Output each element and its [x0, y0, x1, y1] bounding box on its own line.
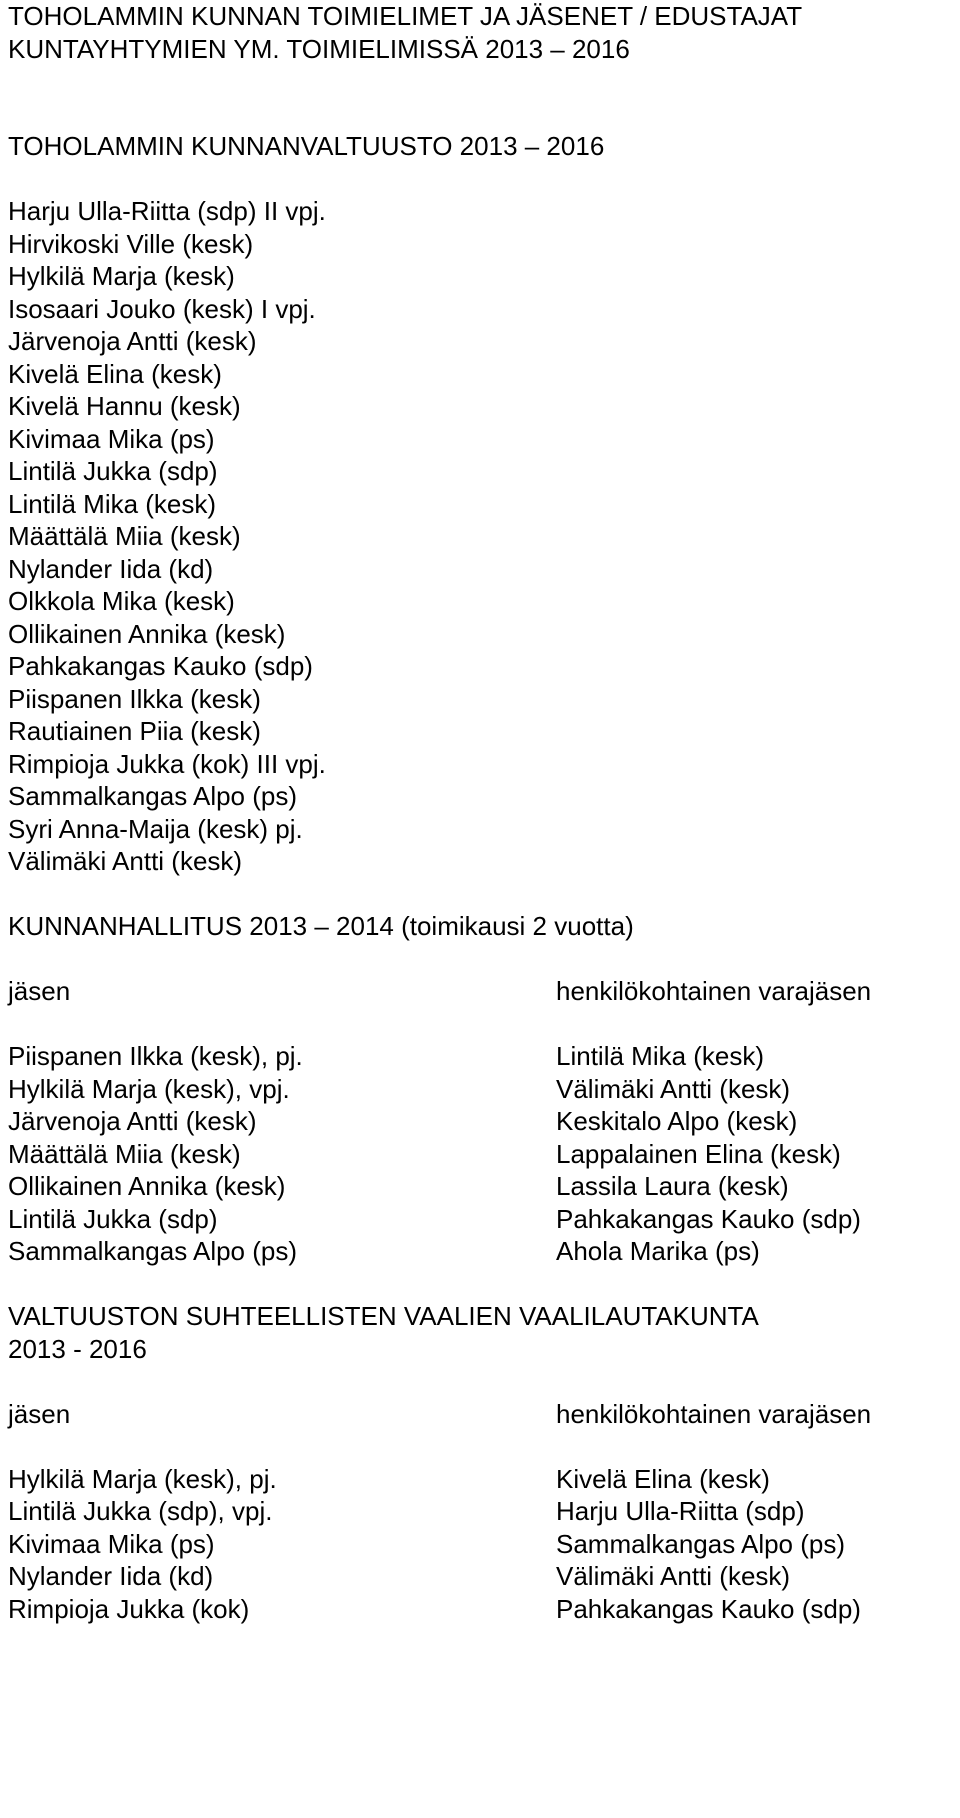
- board-deputy: Lintilä Mika (kesk): [556, 1041, 765, 1071]
- council-member: Järvenoja Antti (kesk): [8, 326, 257, 356]
- spacer: [8, 163, 952, 196]
- board-member: Piispanen Ilkka (kesk), pj.: [8, 1041, 303, 1071]
- board-row: [8, 1105, 952, 1138]
- board-table: [8, 1040, 952, 1268]
- council-member: Määttälä Miia (kesk): [8, 521, 241, 551]
- spacer: [8, 98, 952, 131]
- council-member: Rimpioja Jukka (kok) III vpj.: [8, 748, 326, 779]
- board-heading: KUNNANHALLITUS 2013 – 2014 (toimikausi 2 vuotta): [8, 911, 634, 941]
- board-member: Järvenoja Antti (kesk): [8, 1106, 257, 1136]
- election-board-deputy-column-header: henkilökohtainen varajäsen: [556, 1398, 872, 1429]
- council-heading: TOHOLAMMIN KUNNANVALTUUSTO 2013 – 2016: [8, 131, 605, 161]
- election-board-member: Hylkilä Marja (kesk), pj.: [8, 1463, 277, 1494]
- election-board-table: [8, 1463, 952, 1626]
- council-member: Rautiainen Piia (kesk): [8, 716, 261, 746]
- board-deputy: Pahkakangas Kauko (sdp): [556, 1203, 861, 1234]
- election-board-row: [8, 1463, 952, 1496]
- election-board-row: [8, 1495, 952, 1528]
- board-member-column-header: jäsen: [8, 976, 71, 1006]
- board-member: Määttälä Miia (kesk): [8, 1138, 241, 1169]
- document-page: [8, 0, 952, 1625]
- council-member: Kivelä Elina (kesk): [8, 358, 222, 389]
- board-row: [8, 1235, 952, 1268]
- document-title-line-2: KUNTAYHTYMIEN YM. TOIMIELIMISSÄ 2013 – 2016: [8, 33, 630, 64]
- election-board-deputy: Harju Ulla-Riitta (sdp): [556, 1496, 805, 1526]
- board-row: [8, 1203, 952, 1236]
- council-member: Nylander Iida (kd): [8, 553, 214, 584]
- election-board-deputy: Välimäki Antti (kesk): [556, 1561, 791, 1591]
- council-member: Olkkola Mika (kesk): [8, 586, 235, 616]
- board-deputy: Välimäki Antti (kesk): [556, 1073, 791, 1104]
- election-board-column-headers: [8, 1398, 952, 1431]
- council-member: Kivelä Hannu (kesk): [8, 391, 241, 421]
- council-member: Syri Anna-Maija (kesk) pj.: [8, 813, 303, 844]
- board-deputy-column-header: henkilökohtainen varajäsen: [556, 976, 872, 1006]
- council-member: Hylkilä Marja (kesk): [8, 261, 235, 291]
- council-member: Lintilä Mika (kesk): [8, 488, 217, 519]
- board-column-headers: [8, 975, 952, 1008]
- spacer: [8, 1430, 952, 1463]
- council-member: Piispanen Ilkka (kesk): [8, 683, 261, 714]
- board-row: [8, 1170, 952, 1203]
- council-member: Harju Ulla-Riitta (sdp) II vpj.: [8, 196, 326, 226]
- election-board-member: Lintilä Jukka (sdp), vpj.: [8, 1496, 273, 1526]
- election-board-row: [8, 1528, 952, 1561]
- election-board-row: [8, 1593, 952, 1626]
- election-board-member-column-header: jäsen: [8, 1398, 71, 1429]
- spacer: [8, 1268, 952, 1301]
- spacer: [8, 878, 952, 911]
- election-board-deputy: Sammalkangas Alpo (ps): [556, 1528, 846, 1559]
- board-row: [8, 1138, 952, 1171]
- election-board-heading-line-1: VALTUUSTON SUHTEELLISTEN VAALIEN VAALILAUTAKUNTA: [8, 1301, 759, 1331]
- council-member: Ollikainen Annika (kesk): [8, 618, 286, 649]
- election-board-deputy: Pahkakangas Kauko (sdp): [556, 1593, 861, 1624]
- board-deputy: Lassila Laura (kesk): [556, 1171, 789, 1201]
- board-row: [8, 1073, 952, 1106]
- board-member: Sammalkangas Alpo (ps): [8, 1236, 298, 1266]
- election-board-member: Kivimaa Mika (ps): [8, 1528, 215, 1559]
- board-deputy: Keskitalo Alpo (kesk): [556, 1106, 798, 1136]
- spacer: [8, 1008, 952, 1041]
- council-member: Välimäki Antti (kesk): [8, 846, 243, 876]
- council-member: Sammalkangas Alpo (ps): [8, 781, 298, 811]
- board-member: Lintilä Jukka (sdp): [8, 1203, 218, 1234]
- board-member: Ollikainen Annika (kesk): [8, 1171, 286, 1201]
- board-deputy: Ahola Marika (ps): [556, 1236, 760, 1266]
- board-row: [8, 1040, 952, 1073]
- council-member: Hirvikoski Ville (kesk): [8, 228, 254, 259]
- board-member: Hylkilä Marja (kesk), vpj.: [8, 1073, 290, 1104]
- spacer: [8, 1365, 952, 1398]
- election-board-heading-line-2: 2013 - 2016: [8, 1333, 147, 1364]
- election-board-member: Rimpioja Jukka (kok): [8, 1593, 250, 1624]
- council-member: Lintilä Jukka (sdp): [8, 456, 218, 486]
- election-board-member: Nylander Iida (kd): [8, 1561, 214, 1591]
- council-member: Pahkakangas Kauko (sdp): [8, 651, 313, 681]
- council-member: Kivimaa Mika (ps): [8, 423, 215, 454]
- council-member: Isosaari Jouko (kesk) I vpj.: [8, 293, 316, 324]
- election-board-deputy: Kivelä Elina (kesk): [556, 1463, 770, 1494]
- spacer: [8, 943, 952, 976]
- spacer: [8, 65, 952, 98]
- council-member-list: [8, 195, 952, 878]
- document-title-line-1: TOHOLAMMIN KUNNAN TOIMIELIMET JA JÄSENET / EDUSTAJAT: [8, 1, 803, 31]
- election-board-row: [8, 1560, 952, 1593]
- board-deputy: Lappalainen Elina (kesk): [556, 1138, 841, 1169]
